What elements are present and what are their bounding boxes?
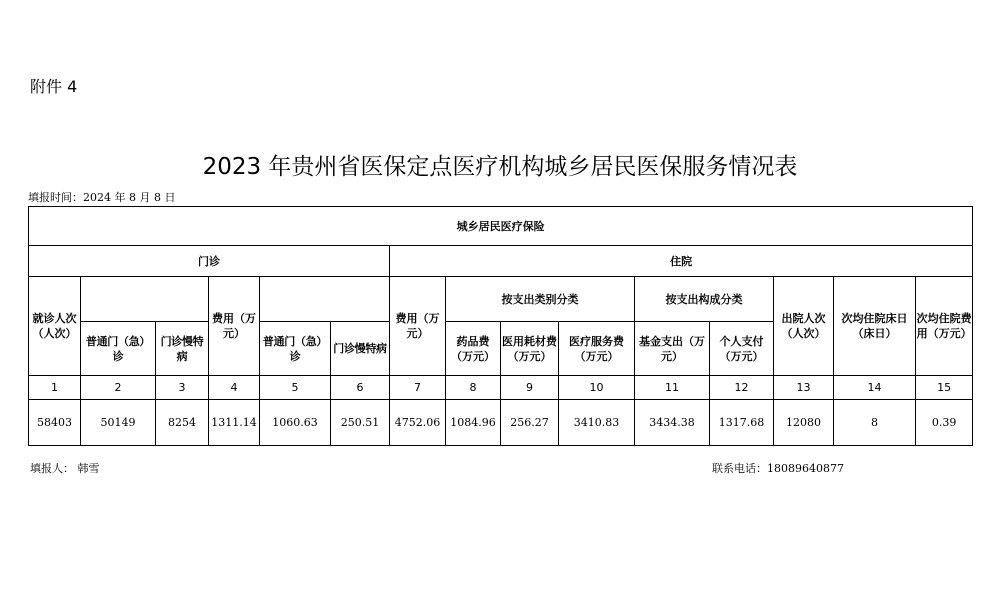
header-general-visits: 普通门（急）诊: [81, 322, 156, 376]
header-avg-cost: 次均住院费用（万元）: [916, 277, 973, 376]
header-personal-payment: 个人支付（万元）: [710, 322, 774, 376]
cell-chronic-fee: 250.51: [331, 400, 390, 446]
service-table: [28, 206, 973, 446]
header-drug-fee: 药品费（万元）: [446, 322, 501, 376]
attachment-label: 附件 4: [30, 77, 78, 96]
column-number: 15: [916, 376, 973, 400]
column-number: 3: [156, 376, 209, 400]
header-inpatient: 住院: [390, 246, 973, 277]
cell-avg-bed-days: 8: [834, 400, 916, 446]
cell-chronic-visits: 8254: [156, 400, 209, 446]
header-visits: 就诊人次（人次）: [29, 277, 81, 376]
column-number: 4: [209, 376, 260, 400]
column-number: 8: [446, 376, 501, 400]
header-inpatient-fee: 费用（万元）: [390, 277, 446, 376]
cell-inpatient-fee: 4752.06: [390, 400, 446, 446]
header-by-composition: 按支出构成分类: [635, 277, 774, 322]
column-number-row: [29, 376, 973, 400]
cell-fund-expense: 3434.38: [635, 400, 710, 446]
table-row: [29, 400, 973, 446]
fill-date: 填报时间：2024 年 8 月 8 日: [28, 191, 176, 204]
column-number: 2: [81, 376, 156, 400]
header-chronic-visits: 门诊慢特病: [156, 322, 209, 376]
header-outpatient-fee: 费用（万元）: [209, 277, 260, 376]
header-general-fee: 普通门（急）诊: [260, 322, 331, 376]
column-number: 6: [331, 376, 390, 400]
cell-service-fee: 3410.83: [559, 400, 635, 446]
header-urban-rural-insurance: 城乡居民医疗保险: [29, 207, 973, 246]
cell-outpatient-fee: 1311.14: [209, 400, 260, 446]
header-outpatient-fee-blank: [260, 277, 390, 322]
header-service-fee: 医疗服务费（万元）: [559, 322, 635, 376]
cell-discharges: 12080: [774, 400, 834, 446]
header-visits-blank: [81, 277, 209, 322]
header-discharges: 出院人次（人次）: [774, 277, 834, 376]
header-fund-expense: 基金支出（万元）: [635, 322, 710, 376]
column-number: 1: [29, 376, 81, 400]
column-number: 9: [501, 376, 559, 400]
cell-avg-cost: 0.39: [916, 400, 973, 446]
header-avg-bed-days: 次均住院床日（床日）: [834, 277, 916, 376]
cell-general-visits: 50149: [81, 400, 156, 446]
column-number: 12: [710, 376, 774, 400]
column-number: 11: [635, 376, 710, 400]
header-consumables-fee: 医用耗材费（万元）: [501, 322, 559, 376]
cell-visits: 58403: [29, 400, 81, 446]
cell-consumables-fee: 256.27: [501, 400, 559, 446]
column-number: 10: [559, 376, 635, 400]
header-chronic-fee: 门诊慢特病: [331, 322, 390, 376]
filler-name: 填报人： 韩雪: [30, 462, 100, 475]
cell-personal-payment: 1317.68: [710, 400, 774, 446]
header-by-category: 按支出类别分类: [446, 277, 635, 322]
cell-general-fee: 1060.63: [260, 400, 331, 446]
page-title: 2023 年贵州省医保定点医疗机构城乡居民医保服务情况表: [202, 154, 798, 180]
column-number: 14: [834, 376, 916, 400]
column-number: 5: [260, 376, 331, 400]
column-number: 7: [390, 376, 446, 400]
column-number: 13: [774, 376, 834, 400]
header-outpatient: 门诊: [29, 246, 390, 277]
contact-phone: 联系电话：18089640877: [712, 462, 844, 475]
cell-drug-fee: 1084.96: [446, 400, 501, 446]
